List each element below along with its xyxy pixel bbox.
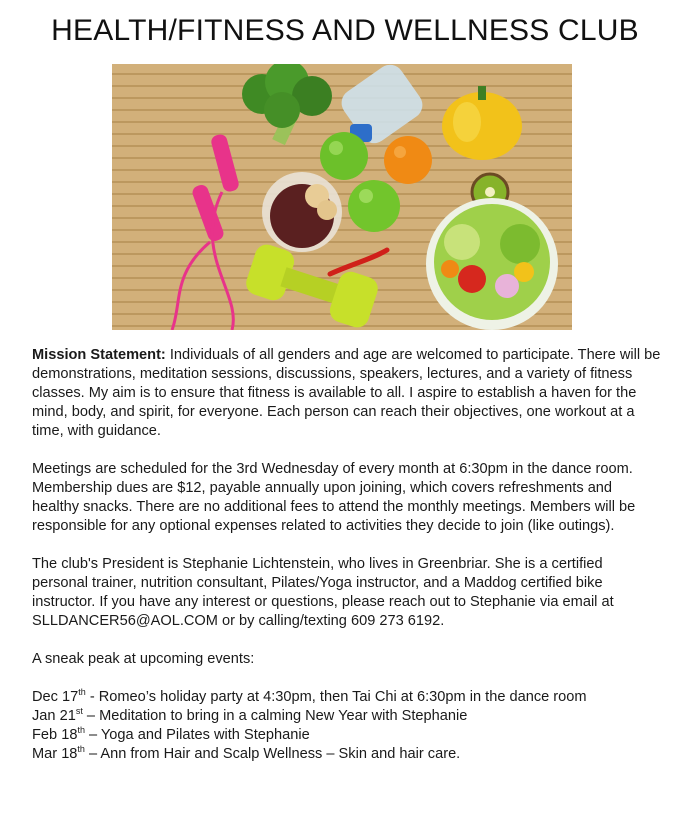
mission-text: Individuals of all genders and age are welcomed to participate. There will be demonstrations, meditation sessions, discussions, speakers, lectures, and a variety of fitness classes. My aim is to ensure that fitness is available to all. I aspire to establish a haven for the mind, body, and spirit, for everyone. Each person can reach their objectives, one workout at a time, with guidance. <box>32 347 661 439</box>
mission-label: Mission Statement: <box>32 347 166 363</box>
events-list <box>32 688 662 764</box>
salad-bowl-graphic <box>426 198 558 330</box>
page-title: HEALTH/FITNESS AND WELLNESS CLUB <box>51 14 639 47</box>
flyer-body <box>32 346 662 764</box>
meetings-paragraph: Meetings are scheduled for the 3rd Wednesday of every month at 6:30pm in the dance room. Membership dues are $12, payable annually upon joining, which covers refreshments and healthy snacks. There are no additional fees to attend the monthly meetings. Members will be responsible for any optional expenses related to activities they decide to join (like outings). <box>32 461 636 534</box>
event-item: Mar 18th – Ann from Hair and Scalp Wellness – Skin and hair care. <box>32 744 461 762</box>
event-item: Feb 18th – Yoga and Pilates with Stephanie <box>32 725 310 743</box>
event-item: Dec 17th - Romeo’s holiday party at 4:30pm, then Tai Chi at 6:30pm in the dance room <box>32 687 587 705</box>
fitness-food-photo <box>112 64 572 330</box>
president-paragraph: The club's President is Stephanie Lichtenstein, who lives in Greenbriar. She is a certified personal trainer, nutrition consultant, Pilates/Yoga instructor, and a Maddog certified bike instructor. If you have any interest or questions, please reach out to Stephanie via email at SLLDANCER56@AOL.COM or by calling/texting 609 273 6192. <box>32 556 614 629</box>
mission-paragraph <box>32 346 662 441</box>
events-intro: A sneak peak at upcoming events: <box>32 651 255 667</box>
event-item: Jan 21st – Meditation to bring in a calming New Year with Stephanie <box>32 706 468 724</box>
